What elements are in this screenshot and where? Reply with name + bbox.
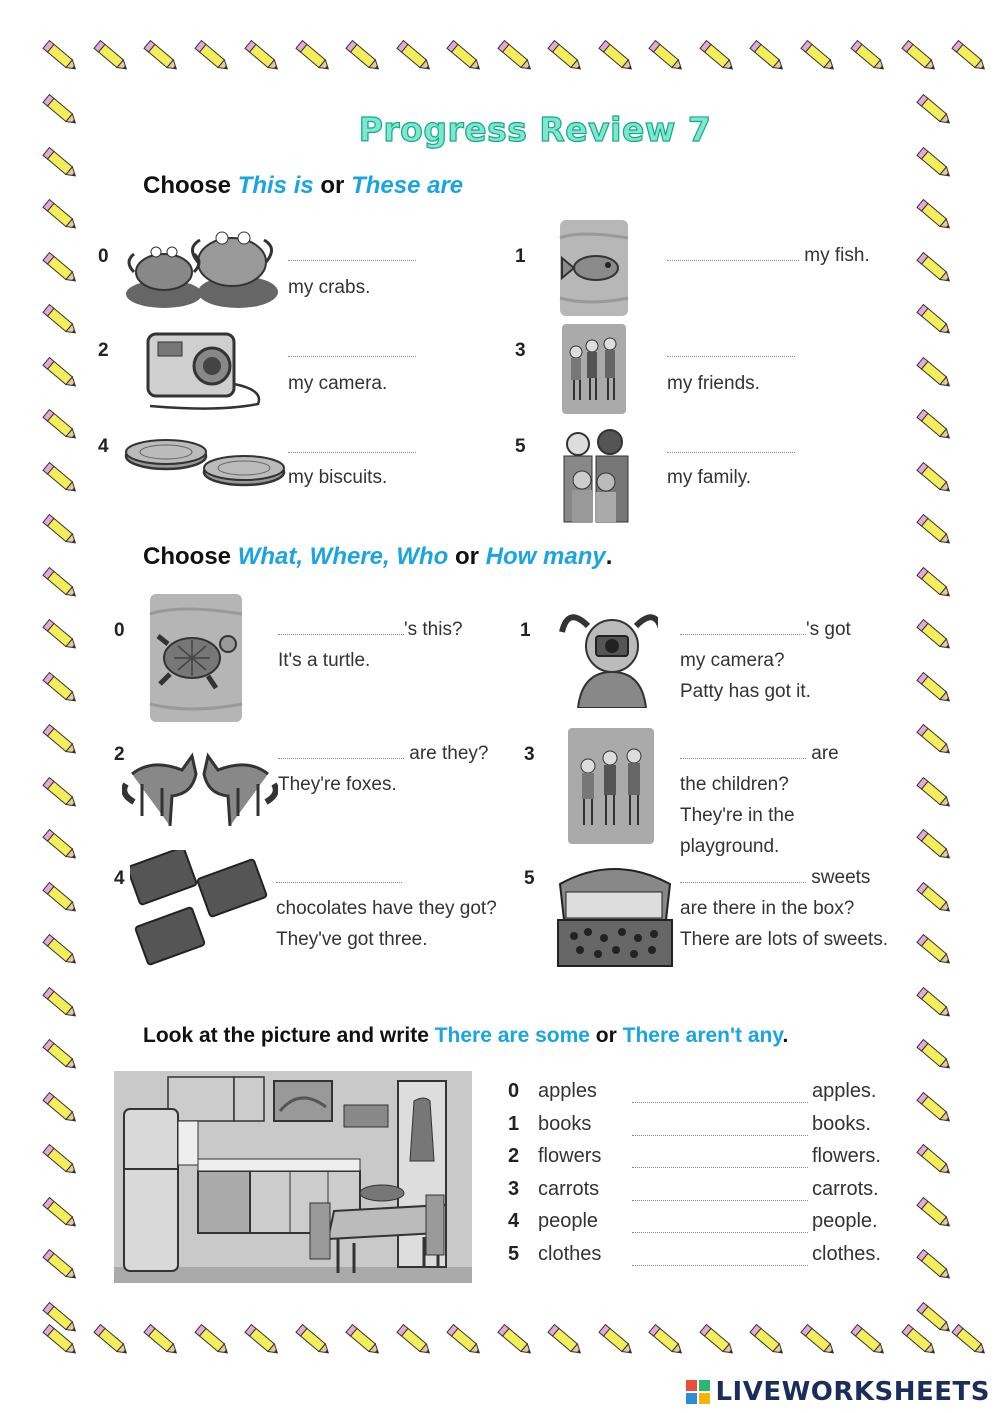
prompt-word: clothes <box>538 1243 602 1265</box>
pencil-icon <box>912 456 956 500</box>
item-number: 2 <box>98 340 109 361</box>
pencil-icon <box>38 823 82 867</box>
prompt-word: carrots <box>538 1177 600 1200</box>
sentence-text: the children? <box>680 774 789 795</box>
children-picture <box>566 726 656 846</box>
pencil-icon <box>240 1318 284 1362</box>
pencil-icon <box>846 1318 890 1362</box>
answer-line[interactable] <box>632 1149 808 1168</box>
pencil-icon <box>796 1318 840 1362</box>
liveworksheets-logo-icon <box>686 1380 710 1404</box>
pencil-icon <box>38 1033 82 1077</box>
item-number: 5 <box>515 436 526 457</box>
prompt-word: apples <box>538 1080 597 1102</box>
pencil-icon <box>38 981 82 1025</box>
item-number: 1 <box>508 1112 520 1135</box>
pencil-icon <box>341 1318 385 1362</box>
camera-picture <box>142 326 270 412</box>
sentence-text: my camera? <box>680 650 785 671</box>
sentence-text: my crabs. <box>288 277 371 298</box>
pencil-icon <box>38 1086 82 1130</box>
answer-line[interactable] <box>278 740 404 759</box>
pencil-icon <box>38 928 82 972</box>
pencil-icon <box>912 403 956 447</box>
item-number: 4 <box>114 868 125 889</box>
pencil-icon <box>38 456 82 500</box>
sentence-text: They've got three. <box>276 929 428 950</box>
pencil-icon <box>796 34 840 78</box>
sentence-text: 's this? <box>278 614 463 645</box>
answer-line[interactable] <box>680 740 806 759</box>
pencil-icon <box>38 1243 82 1287</box>
fish-picture <box>558 218 630 318</box>
answer-line[interactable] <box>667 432 795 463</box>
pencil-icon <box>912 193 956 237</box>
turtle-picture <box>148 592 244 724</box>
answer-line[interactable] <box>680 616 806 635</box>
pencil-icon <box>912 876 956 920</box>
pencil-icon <box>543 1318 587 1362</box>
sentence-text: chocolates have they got? <box>276 898 497 919</box>
pencil-icon <box>38 771 82 815</box>
pencil-icon <box>912 1138 956 1182</box>
crabs-picture <box>122 222 280 312</box>
pencil-icon <box>912 771 956 815</box>
pencil-icon <box>644 1318 688 1362</box>
pencil-icon <box>912 1033 956 1077</box>
pencil-icon <box>291 34 335 78</box>
pencil-icon <box>912 1296 956 1340</box>
item-number: 0 <box>114 620 125 641</box>
sentence-text: my family. <box>667 467 752 488</box>
pencil-icon <box>912 718 956 762</box>
pencil-icon <box>695 34 739 78</box>
pencil-icon <box>644 34 688 78</box>
item-number: 1 <box>515 246 526 267</box>
sentence-ending: apples. <box>812 1080 877 1102</box>
item-number: 4 <box>98 436 109 457</box>
pencil-icon <box>38 561 82 605</box>
pencil-icon <box>912 1191 956 1235</box>
item-number: 4 <box>508 1210 520 1233</box>
pencil-icon <box>912 298 956 342</box>
item-number: 1 <box>520 620 531 641</box>
pencil-icon <box>442 34 486 78</box>
pencil-icon <box>38 718 82 762</box>
pencil-icon <box>594 1318 638 1362</box>
pencil-icon <box>341 34 385 78</box>
pencil-icon <box>38 246 82 290</box>
item-number: 3 <box>508 1177 520 1200</box>
sentence-text: are they? <box>278 738 489 769</box>
sentence-ending: flowers. <box>812 1145 881 1168</box>
answer-line[interactable] <box>632 1117 808 1136</box>
prompt-word: people <box>538 1210 599 1233</box>
pencil-icon <box>38 351 82 395</box>
sentence-text: It's a turtle. <box>278 650 371 671</box>
item-number: 2 <box>114 744 125 765</box>
pencil-icon <box>291 1318 335 1362</box>
answer-line[interactable] <box>680 864 806 883</box>
pencil-icon <box>912 928 956 972</box>
pencil-icon <box>493 34 537 78</box>
friends-picture <box>560 322 628 416</box>
pencil-icon <box>695 1318 739 1362</box>
item-number: 0 <box>508 1080 520 1102</box>
pencil-icon <box>38 34 82 78</box>
prompt-word: books <box>538 1112 592 1135</box>
pencil-icon <box>38 1296 82 1340</box>
item-number: 2 <box>508 1145 520 1168</box>
answer-line[interactable] <box>667 336 795 367</box>
answer-line[interactable] <box>288 432 416 463</box>
sentence-text: my camera. <box>288 373 388 394</box>
pencil-icon <box>38 508 82 552</box>
page-title: Progress Review 7 <box>358 110 712 149</box>
pencil-icon <box>745 1318 789 1362</box>
pencil-icon <box>912 981 956 1025</box>
pencil-icon <box>190 1318 234 1362</box>
kitchen-picture <box>114 1071 472 1283</box>
sentence-text: Patty has got it. <box>680 681 811 702</box>
sentence-ending: carrots. <box>812 1177 879 1200</box>
pencil-icon <box>745 34 789 78</box>
answer-line[interactable] <box>278 616 404 635</box>
sentence-ending: clothes. <box>812 1243 881 1265</box>
pencil-icon <box>912 613 956 657</box>
answer-line[interactable] <box>632 1182 808 1201</box>
pencil-icon <box>543 34 587 78</box>
item-number: 3 <box>515 340 526 361</box>
pencil-icon <box>912 508 956 552</box>
answer-line[interactable] <box>667 242 799 261</box>
pencil-icon <box>846 34 890 78</box>
sentence-text: They're foxes. <box>278 774 397 795</box>
pencil-icon <box>38 666 82 710</box>
pencil-icon <box>38 403 82 447</box>
pencil-icon <box>139 1318 183 1362</box>
pencil-icon <box>912 561 956 605</box>
foxes-picture <box>122 734 278 826</box>
pencil-icon <box>38 1138 82 1182</box>
girl-with-camera-picture <box>558 600 658 708</box>
pencil-icon <box>139 34 183 78</box>
pencil-icon <box>897 34 941 78</box>
pencil-icon <box>392 34 436 78</box>
family-picture <box>560 426 632 524</box>
pencil-icon <box>392 1318 436 1362</box>
chocolates-picture <box>130 850 274 966</box>
pencil-icon <box>190 34 234 78</box>
sentence-ending: books. <box>812 1112 871 1135</box>
pencil-icon <box>442 1318 486 1362</box>
pencil-icon <box>38 193 82 237</box>
pencil-icon <box>594 34 638 78</box>
answer-line[interactable] <box>632 1084 808 1103</box>
biscuits-picture <box>122 430 286 494</box>
sentence-text: playground. <box>680 836 780 857</box>
answer-line[interactable] <box>632 1247 808 1266</box>
answer-line[interactable] <box>288 240 416 271</box>
pencil-icon <box>240 34 284 78</box>
prompt-word: flowers <box>538 1145 602 1168</box>
pencil-icon <box>38 298 82 342</box>
pencil-icon <box>912 1086 956 1130</box>
pencil-icon <box>493 1318 537 1362</box>
sentence-text: are there in the box? <box>680 898 855 919</box>
pencil-icon <box>912 246 956 290</box>
sentence-text: 's got <box>680 614 851 645</box>
item-number: 0 <box>98 246 109 267</box>
sentence-ending: people. <box>812 1210 878 1233</box>
pencil-icon <box>947 34 991 78</box>
item-number: 5 <box>524 868 535 889</box>
pencil-icon <box>38 1191 82 1235</box>
pencil-icon <box>912 351 956 395</box>
answer-line[interactable] <box>632 1214 808 1233</box>
item-number: 5 <box>508 1243 520 1265</box>
pencil-icon <box>912 823 956 867</box>
sentence-text: There are lots of sweets. <box>680 929 889 950</box>
pencil-icon <box>89 1318 133 1362</box>
sentence-text: my fish. <box>667 240 870 271</box>
pencil-icon <box>38 876 82 920</box>
section-1-heading: Choose This is or These are <box>143 172 464 199</box>
sweet-box-picture <box>556 862 674 968</box>
pencil-icon <box>912 1243 956 1287</box>
sentence-text: They're in the <box>680 805 795 826</box>
sentence-text: my friends. <box>667 373 760 394</box>
pencil-icon <box>38 613 82 657</box>
sentence-text: sweets <box>680 862 870 893</box>
sentence-text: are <box>680 738 839 769</box>
item-number: 3 <box>524 744 535 765</box>
footer-brand: LIVEWORKSHEETS <box>715 1377 990 1407</box>
pencil-icon <box>89 34 133 78</box>
sentence-text: my biscuits. <box>288 467 388 488</box>
answer-line[interactable] <box>276 862 402 893</box>
section-3-heading: Look at the picture and write There are some or There aren't any. <box>143 1024 789 1047</box>
section-2-heading: Choose What, Where, Who or How many. <box>143 543 613 570</box>
answer-line[interactable] <box>288 336 416 367</box>
pencil-icon <box>912 666 956 710</box>
